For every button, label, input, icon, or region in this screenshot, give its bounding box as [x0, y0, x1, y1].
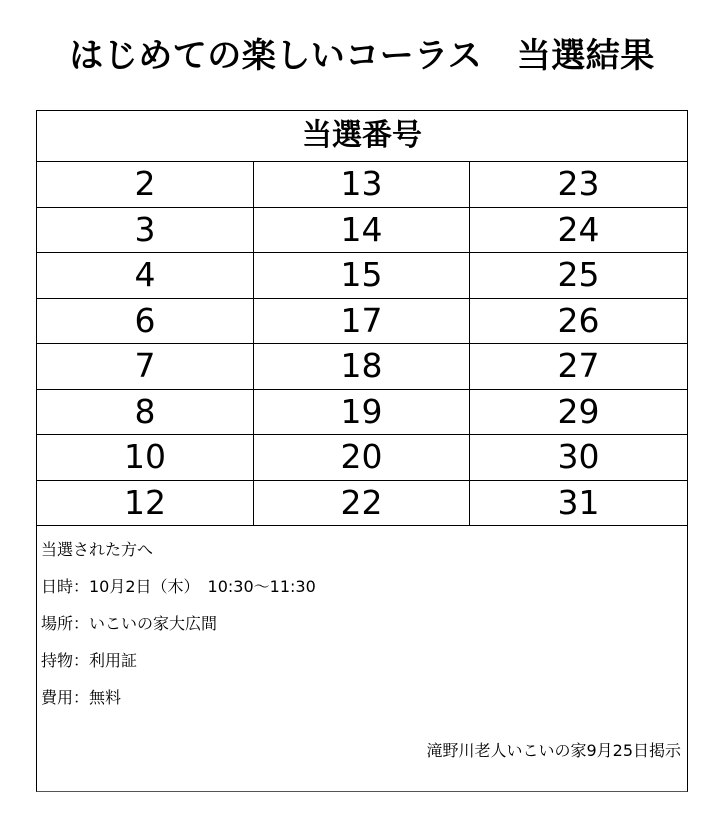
number-cell: 17 — [254, 299, 470, 344]
number-cell: 20 — [254, 435, 470, 480]
posting-note: 滝野川老人いこいの家9月25日掲示 — [426, 741, 681, 760]
number-cell: 19 — [254, 390, 470, 435]
results-frame — [36, 110, 688, 792]
winning-numbers-header: 当選番号 — [37, 111, 687, 162]
table-row — [37, 253, 687, 299]
number-cell: 12 — [37, 481, 254, 526]
table-row — [37, 299, 687, 345]
document-title: はじめての楽しいコーラス 当選結果 — [69, 36, 655, 76]
number-cell: 29 — [557, 391, 600, 431]
event-datetime: 日時：10月2日（木） 10:30～11:30 — [41, 577, 316, 596]
number-cell: 3 — [37, 208, 254, 253]
number-cell: 30 — [557, 437, 600, 476]
winner-notes — [41, 540, 681, 725]
number-cell: 10 — [37, 435, 254, 480]
number-cell: 25 — [557, 255, 600, 294]
number-cell: 18 — [254, 344, 470, 389]
table-row — [37, 162, 687, 208]
table-row — [37, 344, 687, 390]
number-cell: 24 — [557, 209, 600, 249]
notes-heading: 当選された方へ — [41, 540, 154, 559]
number-cell: 14 — [254, 208, 470, 253]
table-row — [37, 481, 687, 527]
number-cell: 26 — [557, 300, 600, 340]
number-cell: 7 — [37, 344, 254, 389]
number-cell: 15 — [254, 253, 470, 298]
table-row — [37, 390, 687, 436]
number-cell: 13 — [254, 162, 470, 207]
number-cell: 27 — [557, 346, 600, 385]
winning-numbers-grid — [37, 162, 687, 526]
number-cell: 31 — [557, 482, 600, 522]
table-row — [37, 208, 687, 254]
event-cost: 費用：無料 — [41, 688, 122, 707]
number-cell: 6 — [37, 299, 254, 344]
number-cell: 4 — [37, 253, 254, 298]
number-cell: 2 — [37, 162, 254, 207]
items-to-bring: 持物：利用証 — [41, 651, 138, 670]
number-cell: 23 — [557, 164, 600, 203]
table-row — [37, 435, 687, 481]
event-place: 場所：いこいの家大広間 — [41, 614, 218, 633]
number-cell: 8 — [37, 390, 254, 435]
number-cell: 22 — [254, 481, 470, 526]
